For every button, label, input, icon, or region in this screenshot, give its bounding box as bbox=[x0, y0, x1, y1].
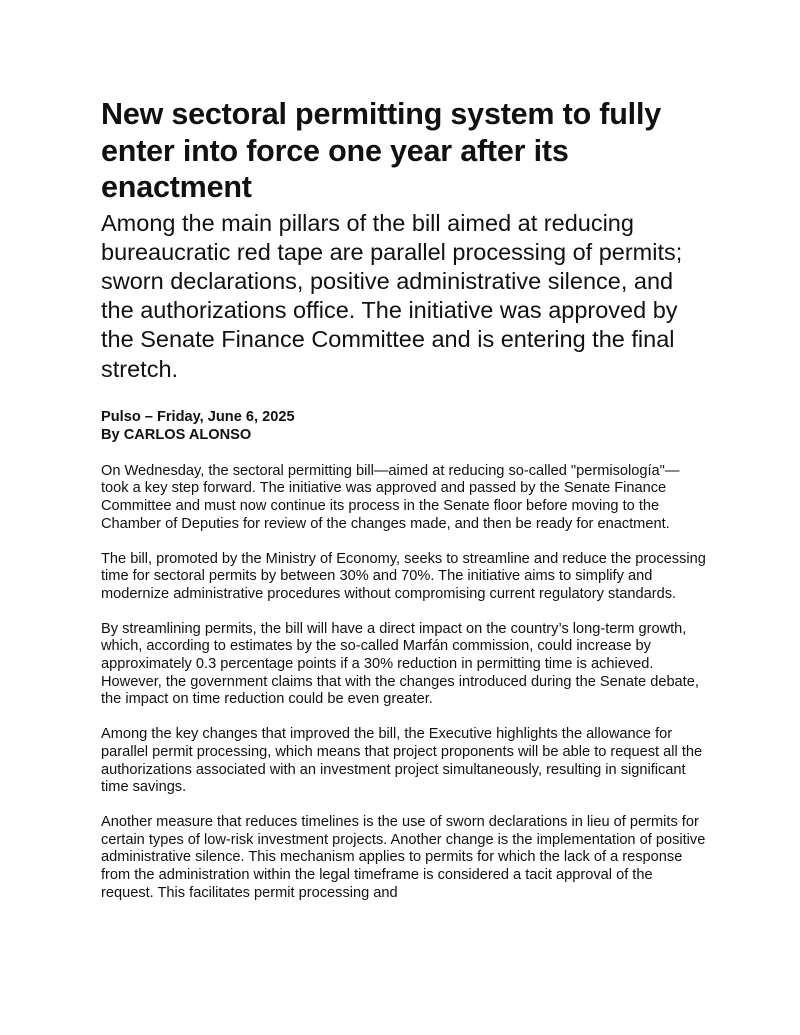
body-paragraph: On Wednesday, the sectoral permitting bill—aimed at reducing so-called "permisología"—took a key step forward. The initiative was approved and passed by the Senate Finance Committee and must now continue its process in the Senate floor before moving to the Chamber of Deputies for review of the changes made, and then be ready for enactment. bbox=[101, 462, 680, 532]
author: By CARLOS ALONSO bbox=[101, 426, 252, 443]
article-subheadline: Among the main pillars of the bill aimed at reducing bureaucratic red tape are parallel processing of permits; sworn declarations, positive administrative silence, and the authorizations office. The initiative was approved by the Senate Finance Committee and is entering the final stretch. bbox=[101, 209, 683, 382]
byline bbox=[101, 408, 707, 444]
body-paragraph: Another measure that reduces timelines is the use of sworn declarations in lieu of permits for certain types of low-risk investment projects. Another change is the implementation of positive administrative silence. This mechanism applies to permits for which the lack of a response from the administration within the legal timeframe is considered a tacit approval of the request. This facilitates permit processing and bbox=[101, 814, 706, 901]
body-paragraph: The bill, promoted by the Ministry of Economy, seeks to streamline and reduce the processing time for sectoral permits by between 30% and 70%. The initiative aims to simplify and modernize administrative procedures without compromising current regulatory standards. bbox=[101, 550, 706, 602]
article-page bbox=[101, 96, 707, 920]
body-paragraph: Among the key changes that improved the bill, the Executive highlights the allowance for parallel permit processing, which means that project proponents will be able to request all the authorizations associated with an investment project simultaneously, resulting in significant time savings. bbox=[101, 726, 703, 796]
article-headline: New sectoral permitting system to fully enter into force one year after its enactment bbox=[101, 97, 661, 204]
body-paragraph: By streamlining permits, the bill will have a direct impact on the country’s long-term growth, which, according to estimates by the so-called Marfán commission, could increase by approximately 0.3 percentage points if a 30% reduction in permitting time is achieved. However, the government claims that with the changes introduced during the Senate debate, the impact on time reduction could be even greater. bbox=[101, 620, 699, 708]
article-body bbox=[101, 463, 707, 902]
dateline: Pulso – Friday, June 6, 2025 bbox=[101, 408, 295, 425]
